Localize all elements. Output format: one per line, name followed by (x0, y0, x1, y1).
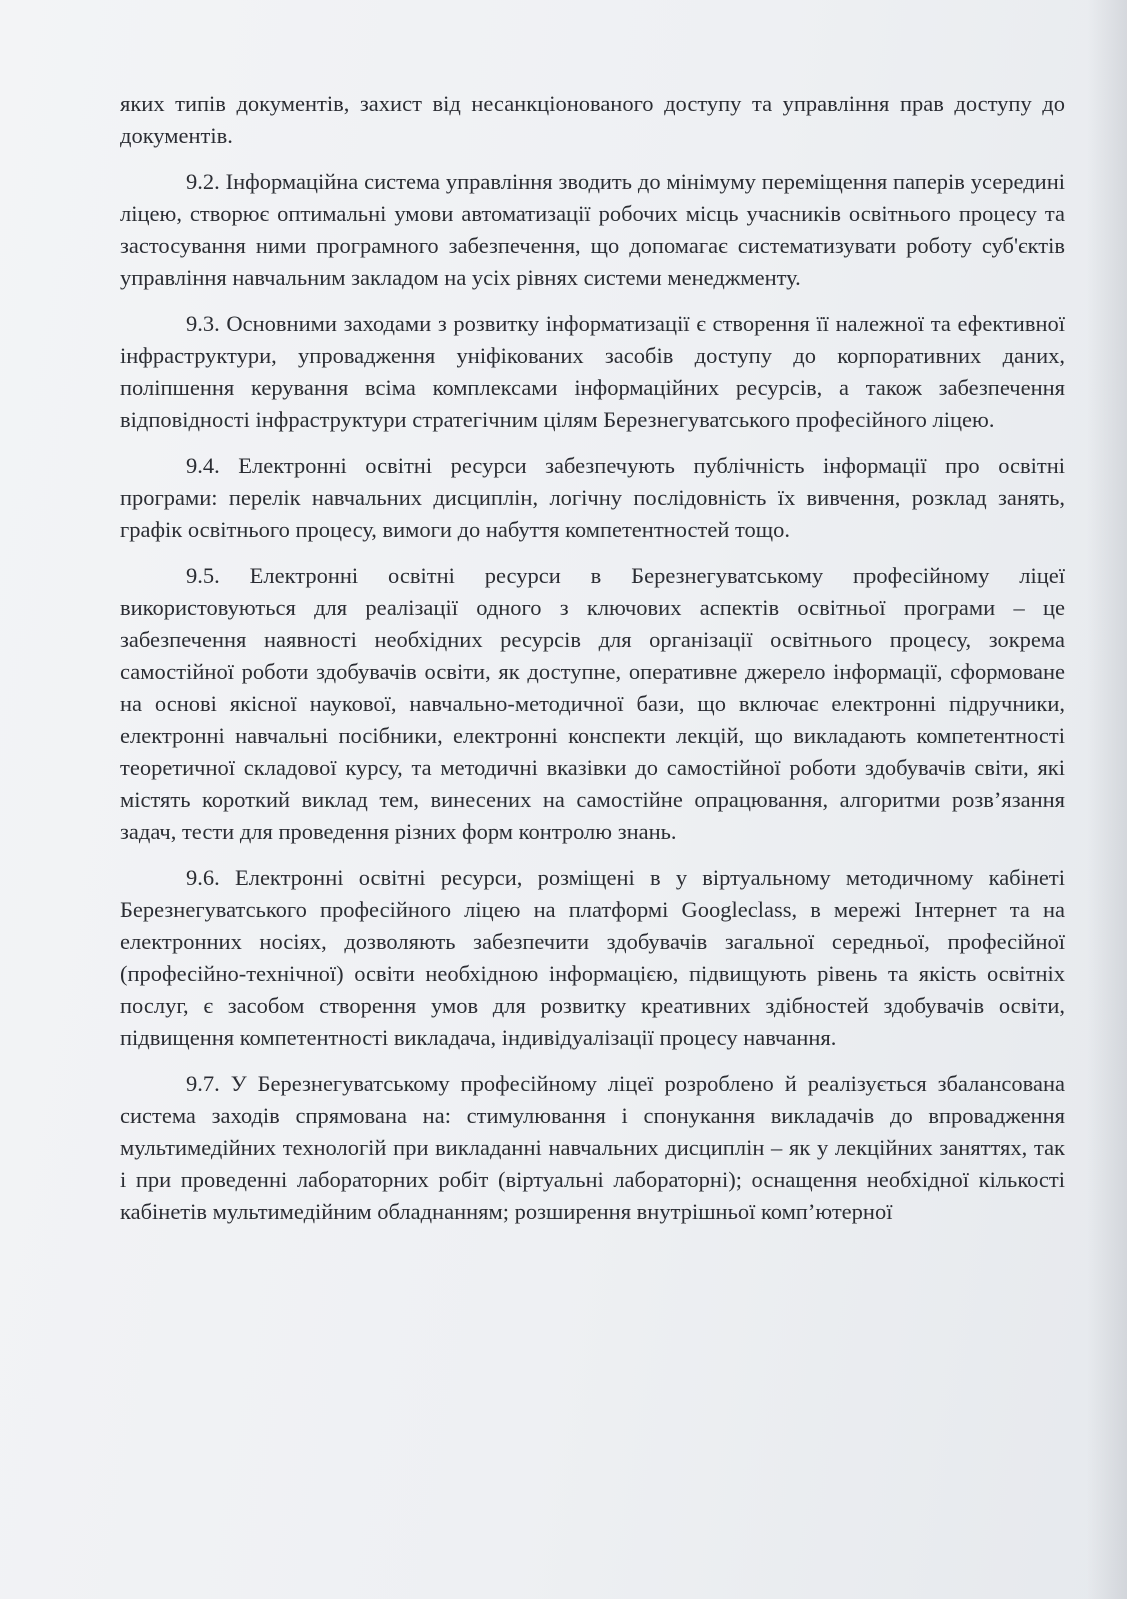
paragraph-9-6: 9.6. Електронні освітні ресурси, розміщені в у віртуальному методичному кабінеті Березнегуватського професійного ліцею на платформі Googleclass, в мережі Інтернет та на електронних носіях, дозволяють забезпечити здобувачів загальної середньої, професійної (професійно-технічної) освіти необхідною інформацією, підвищують рівень та якість освітніх послуг, є засобом створення умов для розвитку креативних здібностей здобувачів освіти, підвищення компетентності викладача, індивідуалізації процесу навчання. (120, 865, 1065, 1050)
paragraph-9-4: 9.4. Електронні освітні ресурси забезпечують публічність інформації про освітні програми: перелік навчальних дисциплін, логічну послідовність їх вивчення, розклад занять, графік освітнього процесу, вимоги до набуття компетентностей тощо. (120, 453, 1065, 542)
paragraph-9-7: 9.7. У Березнегуватському професійному ліцеї розроблено й реалізується збалансована система заходів спрямована на: стимулювання і спонукання викладачів до впровадження мультимедійних технологій при викладанні навчальних дисциплін – як у лекційних заняттях, так і при проведенні лабораторних робіт (віртуальні лабораторні); оснащення необхідної кількості кабінетів мультимедійним обладнанням; розширення внутрішньої комп’ютерної (120, 1071, 1065, 1224)
paragraph-continuation: яких типів документів, захист від несанкціонованого доступу та управління прав доступу до документів. (120, 91, 1065, 148)
paragraph-9-5: 9.5. Електронні освітні ресурси в Березнегуватському професійному ліцеї використовуються для реалізації одного з ключових аспектів освітньої програми – це забезпечення наявності необхідних ресурсів для організації освітнього процесу, зокрема самостійної роботи здобувачів освіти, як доступне, оперативне джерело інформації, сформоване на основі якісної наукової, навчально-методичної бази, що включає електронні підручники, електронні навчальні посібники, електронні конспекти лекцій, що викладають компетентності теоретичної складової курсу, та методичні вказівки до самостійної роботи здобувачів світи, які містять короткий виклад тем, винесених на самостійне опрацювання, алгоритми розв’язання задач, тести для проведення різних форм контролю знань. (120, 563, 1065, 844)
document-body (120, 88, 1065, 1242)
paragraph-9-3: 9.3. Основними заходами з розвитку інформатизації є створення її належної та ефективної інфраструктури, упровадження уніфікованих засобів доступу до корпоративних даних, поліпшення керування всіма комплексами інформаційних ресурсів, а також забезпечення відповідності інфраструктури стратегічним цілям Березнегуватського професійного ліцею. (120, 311, 1065, 432)
paragraph-9-2: 9.2. Інформаційна система управління зводить до мінімуму переміщення паперів усередині ліцею, створює оптимальні умови автоматизації робочих місць учасників освітнього процесу та застосування ними програмного забезпечення, що допомагає систематизувати роботу суб'єктів управління навчальним закладом на усіх рівнях системи менеджменту. (120, 169, 1065, 290)
page-edge-shadow (1087, 0, 1127, 1599)
